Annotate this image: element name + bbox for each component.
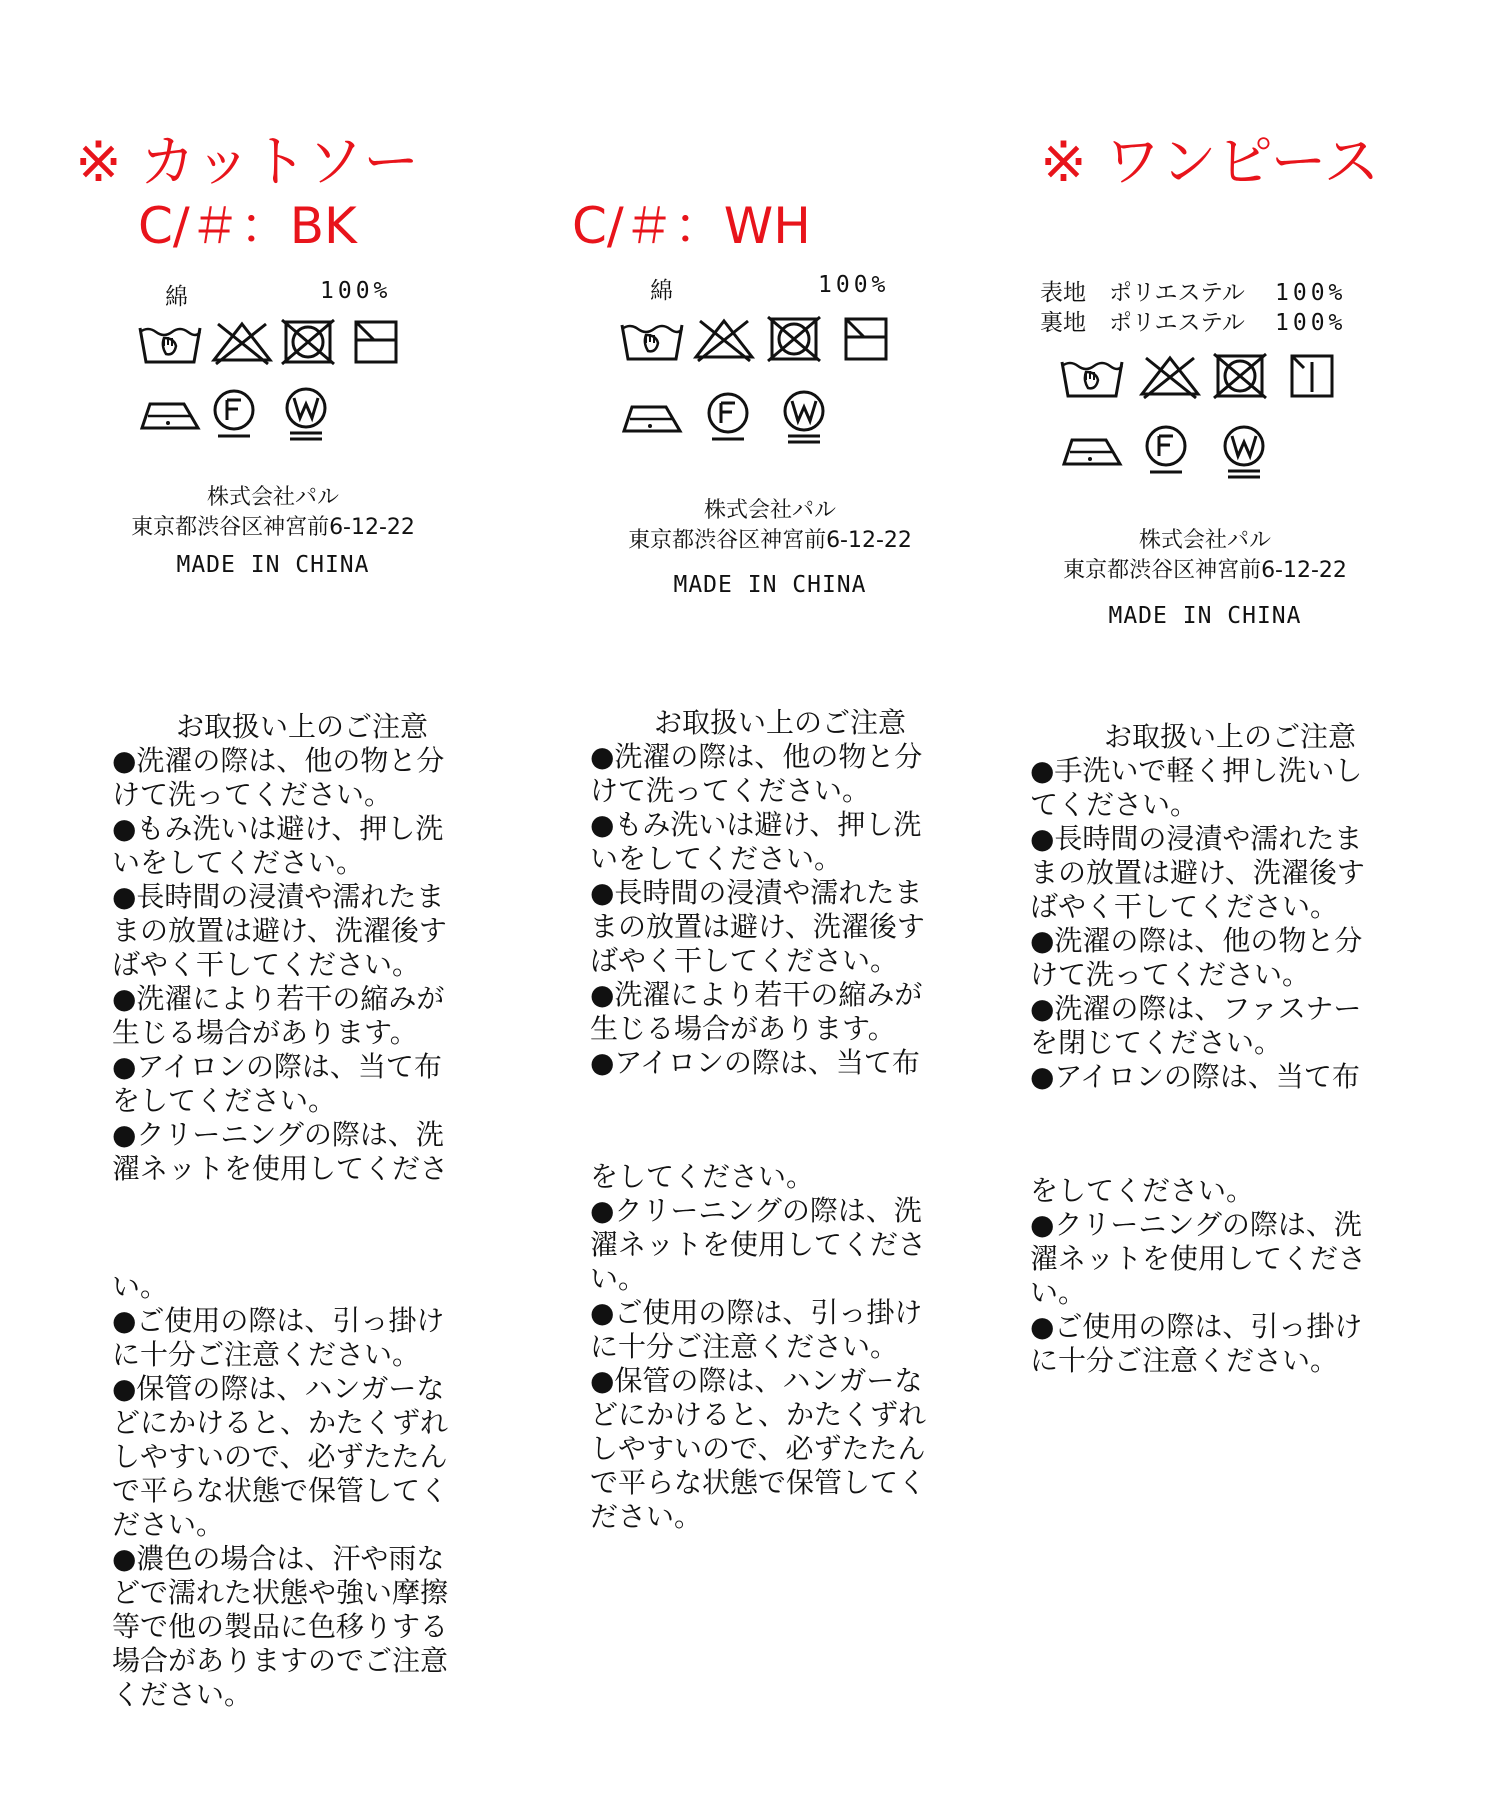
note-line: ●洗濯により若干の縮みが [112, 982, 445, 1015]
note-line: ばやく干してください。 [1030, 890, 1339, 923]
notes-part-a [1030, 754, 1430, 1094]
hand-wash-icon [1062, 362, 1122, 396]
handling-notes [112, 710, 492, 1712]
note-line: まの放置は避け、洗濯後す [112, 914, 447, 947]
no-bleach-icon [1142, 358, 1198, 398]
company-name: 株式会社パル [703, 498, 836, 523]
note-line: どにかけると、かたくずれ [112, 1406, 449, 1439]
line-dry-shade-icon [356, 322, 396, 362]
company-address: 東京都渋谷区神宮前6-12-22 [1063, 558, 1347, 583]
iron-low-icon [142, 404, 198, 428]
wet-clean-w-icon [785, 392, 823, 442]
notes-part-b [1030, 1174, 1430, 1378]
care-symbols [138, 318, 438, 468]
note-line: いをしてください。 [590, 842, 843, 875]
note-line: ●アイロンの際は、当て布 [590, 1046, 920, 1079]
care-symbols [1060, 352, 1360, 502]
fiber-value: 100% [320, 278, 392, 304]
no-bleach-icon [214, 324, 270, 364]
handling-notes [1030, 720, 1430, 1378]
note-line: を閉じてください。 [1030, 1026, 1283, 1059]
note-line: 場合がありますのでご注意 [112, 1644, 449, 1677]
iron-low-icon [624, 407, 680, 431]
fiber-part: 綿 [165, 284, 188, 310]
note-line: いをしてください。 [112, 846, 365, 879]
note-line: てください。 [1030, 788, 1199, 821]
note-line: に十分ご注意ください。 [1030, 1344, 1339, 1377]
note-line: ●ご使用の際は、引っ掛け [1030, 1310, 1363, 1343]
note-line: 濯ネットを使用してくださ [112, 1152, 449, 1185]
note-line: ●長時間の浸漬や濡れたま [112, 880, 445, 913]
note-line: ●もみ洗いは避け、押し洗 [112, 812, 444, 845]
no-bleach-icon [696, 321, 752, 361]
note-line: で平らな状態で保管してく [112, 1474, 449, 1507]
wet-clean-w-icon [1225, 427, 1263, 477]
notes-part-b [112, 1270, 492, 1712]
note-line: どにかけると、かたくずれ [590, 1398, 927, 1431]
note-line: で平らな状態で保管してく [590, 1466, 927, 1499]
company-info [600, 496, 940, 556]
heading-white-color: C/＃：WH [572, 197, 811, 255]
note-line: ●アイロンの際は、当て布 [112, 1050, 442, 1083]
note-line: ●洗濯の際は、ファスナー [1030, 992, 1362, 1025]
fiber-line [1040, 308, 1347, 338]
note-line: ●濃色の場合は、汗や雨な [112, 1542, 445, 1575]
note-line: ばやく干してください。 [590, 944, 899, 977]
origin-text: MADE IN CHINA [673, 572, 867, 598]
note-line: ●保管の際は、ハンガーな [590, 1364, 923, 1397]
note-line: けて洗ってください。 [590, 774, 871, 807]
hand-wash-icon [140, 328, 200, 362]
notes-part-a [590, 740, 970, 1080]
company-name: 株式会社パル [1138, 528, 1271, 553]
note-line: 生じる場合があります。 [590, 1012, 896, 1045]
note-line: ださい。 [590, 1500, 703, 1533]
company-address: 東京都渋谷区神宮前6-12-22 [131, 515, 415, 540]
note-line: 濯ネットを使用してくださ [1030, 1242, 1367, 1275]
fiber-part: 裏地 ポリエステル [1040, 310, 1245, 336]
note-line: ●洗濯の際は、他の物と分 [1030, 924, 1363, 957]
fiber-value: 100% [1275, 310, 1347, 336]
note-line: しやすいので、必ずたたん [590, 1432, 926, 1465]
note-line: ください。 [112, 1678, 253, 1711]
heading-onepiece: ※ ワンピース [1040, 130, 1380, 195]
notes-title: お取扱い上のご注意 [175, 710, 428, 743]
note-line: をしてください。 [112, 1084, 337, 1117]
note-line: ●長時間の浸漬や濡れたま [1030, 822, 1363, 855]
note-line: ●保管の際は、ハンガーな [112, 1372, 445, 1405]
dry-clean-f-icon [709, 394, 747, 439]
dry-clean-f-icon [215, 391, 253, 436]
iron-low-icon [1064, 440, 1120, 464]
note-line: い。 [590, 1262, 647, 1295]
company-info [108, 483, 438, 543]
heading-cutsew-color: C/＃：BK [138, 197, 357, 255]
note-line: けて洗ってください。 [112, 778, 393, 811]
fiber-line [1040, 278, 1347, 308]
fiber-lines [1040, 278, 1347, 338]
line-dry-shade-icon [846, 319, 886, 359]
company-name: 株式会社パル [206, 485, 339, 510]
note-line: い。 [112, 1270, 169, 1303]
note-line: ●洗濯の際は、他の物と分 [112, 744, 445, 777]
note-line: に十分ご注意ください。 [112, 1338, 421, 1371]
notes-title: お取扱い上のご注意 [653, 706, 906, 739]
company-address: 東京都渋谷区神宮前6-12-22 [628, 528, 912, 553]
note-line: ●クリーニングの際は、洗 [590, 1194, 922, 1227]
note-line: い。 [1030, 1276, 1087, 1309]
origin-text: MADE IN CHINA [1108, 603, 1302, 629]
no-tumble-dry-icon [1214, 354, 1266, 398]
hand-wash-icon [622, 325, 682, 359]
no-tumble-dry-icon [282, 320, 334, 364]
note-line: ●クリーニングの際は、洗 [1030, 1208, 1362, 1241]
note-line: まの放置は避け、洗濯後す [590, 910, 925, 943]
heading-cutsew: ※ カットソー [75, 130, 420, 195]
note-line: をしてください。 [1030, 1174, 1255, 1207]
fiber-line [165, 278, 392, 311]
note-line: に十分ご注意ください。 [590, 1330, 899, 1363]
note-line: けて洗ってください。 [1030, 958, 1311, 991]
note-line: 等で他の製品に色移りする [112, 1610, 449, 1643]
dry-clean-f-icon [1147, 427, 1185, 472]
fiber-part: 表地 ポリエステル [1040, 280, 1245, 306]
no-tumble-dry-icon [768, 317, 820, 361]
company-info [1040, 526, 1370, 586]
note-line: をしてください。 [590, 1160, 815, 1193]
note-line: ●長時間の浸漬や濡れたま [590, 876, 923, 909]
fiber-line [650, 272, 890, 305]
care-symbols [620, 315, 920, 470]
fiber-value: 100% [1275, 280, 1347, 306]
note-line: 濯ネットを使用してくださ [590, 1228, 927, 1261]
fiber-part: 綿 [650, 278, 673, 304]
note-line: どで濡れた状態や強い摩擦 [112, 1576, 449, 1609]
note-line: ●洗濯により若干の縮みが [590, 978, 923, 1011]
note-line: ●クリーニングの際は、洗 [112, 1118, 444, 1151]
note-line: 生じる場合があります。 [112, 1016, 418, 1049]
notes-part-a [112, 744, 492, 1186]
fiber-value: 100% [818, 272, 890, 298]
note-line: ださい。 [112, 1508, 225, 1541]
note-line: しやすいので、必ずたたん [112, 1440, 448, 1473]
origin-text: MADE IN CHINA [176, 552, 370, 578]
note-line: ●手洗いで軽く押し洗いし [1030, 754, 1363, 787]
note-line: ●ご使用の際は、引っ掛け [112, 1304, 445, 1337]
note-line: ●ご使用の際は、引っ掛け [590, 1296, 923, 1329]
wet-clean-w-icon [287, 389, 325, 439]
notes-part-b [590, 1160, 970, 1534]
note-line: ●アイロンの際は、当て布 [1030, 1060, 1360, 1093]
notes-title: お取扱い上のご注意 [1103, 720, 1356, 753]
note-line: ばやく干してください。 [112, 948, 421, 981]
note-line: まの放置は避け、洗濯後す [1030, 856, 1365, 889]
line-dry-icon [1292, 356, 1332, 396]
note-line: ●もみ洗いは避け、押し洗 [590, 808, 922, 841]
handling-notes [590, 706, 970, 1534]
note-line: ●洗濯の際は、他の物と分 [590, 740, 923, 773]
